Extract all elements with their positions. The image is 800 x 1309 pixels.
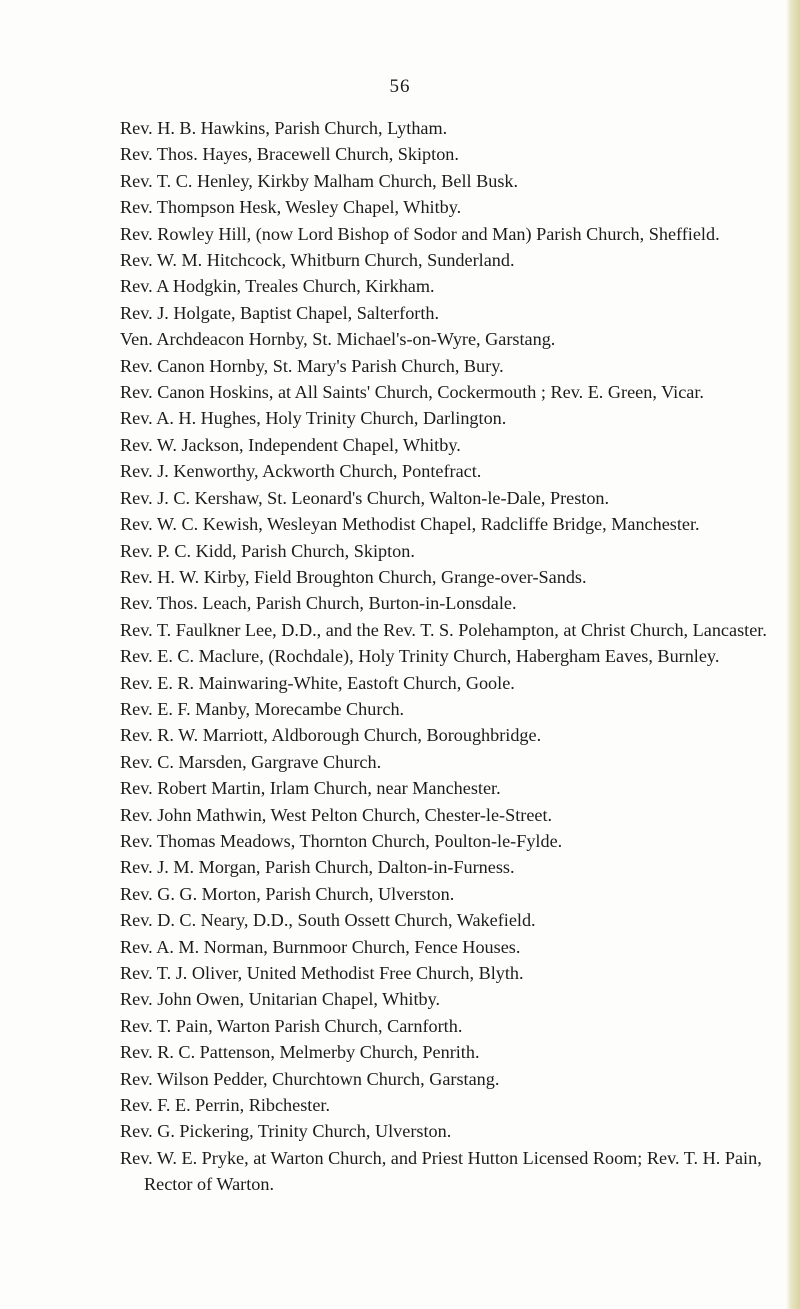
list-entry: Rev. C. Marsden, Gargrave Church. <box>120 751 382 772</box>
list-entry: Rev. T. Faulkner Lee, D.D., and the Rev. T. S. Polehampton, at Christ Church, Lancaster. <box>120 619 767 640</box>
list-entry: Rev. Thomas Meadows, Thornton Church, Poulton-le-Fylde. <box>120 830 563 851</box>
list-entry: Rev. Wilson Pedder, Churchtown Church, Garstang. <box>120 1068 500 1089</box>
list-entry: Rev. T. Pain, Warton Parish Church, Carnforth. <box>120 1015 463 1036</box>
list-entry: Rev. J. Holgate, Baptist Chapel, Salterforth. <box>120 302 440 323</box>
list-entry: Rev. F. E. Perrin, Ribchester. <box>120 1095 331 1116</box>
list-entry: Rev. Robert Martin, Irlam Church, near Manchester. <box>120 778 501 799</box>
list-entry: Rev. R. C. Pattenson, Melmerby Church, Penrith. <box>120 1042 480 1063</box>
list-entry: Rev. T. C. Henley, Kirkby Malham Church, Bell Busk. <box>120 170 519 191</box>
list-entry: Rev. A Hodgkin, Treales Church, Kirkham. <box>120 276 435 297</box>
list-entry: Rev. Canon Hoskins, at All Saints' Church, Cockermouth ; Rev. E. Green, Vicar. <box>120 382 704 403</box>
list-entry: Rev. W. C. Kewish, Wesleyan Methodist Chapel, Radcliffe Bridge, Manchester. <box>120 514 700 535</box>
list-entry: Rev. Thompson Hesk, Wesley Chapel, Whitby. <box>120 197 462 218</box>
list-entry: Rev. W. Jackson, Independent Chapel, Whitby. <box>120 434 461 455</box>
list-entry: Ven. Archdeacon Hornby, St. Michael's-on-Wyre, Garstang. <box>120 329 556 350</box>
list-entry: Rev. G. Pickering, Trinity Church, Ulverston. <box>120 1121 452 1142</box>
page-number: 56 <box>389 76 411 97</box>
list-entry: Rev. Thos. Leach, Parish Church, Burton-in-Lonsdale. <box>120 593 517 614</box>
list-entry: Rev. J. C. Kershaw, St. Leonard's Church, Walton-le-Dale, Preston. <box>120 487 610 508</box>
list-entry: Rev. H. B. Hawkins, Parish Church, Lytham. <box>120 118 448 138</box>
list-entry: Rev. John Mathwin, West Pelton Church, Chester-le-Street. <box>120 804 553 825</box>
list-entry: Rev. J. M. Morgan, Parish Church, Dalton-in-Furness. <box>120 857 515 878</box>
list-entry: Rev. D. C. Neary, D.D., South Ossett Church, Wakefield. <box>120 910 536 931</box>
list-entry: Rev. G. G. Morton, Parish Church, Ulverston. <box>120 883 455 904</box>
list-entry: Rev. T. J. Oliver, United Methodist Free Church, Blyth. <box>120 963 524 983</box>
list-entry: Rev. Rowley Hill, (now Lord Bishop of Sodor and Man) Parish Church, Sheffield. <box>120 223 720 244</box>
list-entry: Rev. H. W. Kirby, Field Broughton Church, Grange-over-Sands. <box>120 566 587 587</box>
list-entry: Rev. W. E. Pryke, at Warton Church, and Priest Hutton Licensed Room; Rev. T. H. Pain, Rector of Warton. <box>120 1147 762 1195</box>
list-entry: Rev. R. W. Marriott, Aldborough Church, Boroughbridge. <box>120 725 542 746</box>
list-entry: Rev. A. M. Norman, Burnmoor Church, Fence Houses. <box>120 936 521 957</box>
list-entry: Rev. John Owen, Unitarian Chapel, Whitby. <box>120 989 441 1010</box>
list-entry: Rev. Thos. Hayes, Bracewell Church, Skipton. <box>120 144 459 165</box>
list-entry: Rev. E. F. Manby, Morecambe Church. <box>120 698 405 719</box>
list-entry: Rev. W. M. Hitchcock, Whitburn Church, Sunderland. <box>120 250 515 271</box>
list-entry: Rev. Canon Hornby, St. Mary's Parish Church, Bury. <box>120 355 504 376</box>
clergy-list <box>0 115 800 1198</box>
list-entry: Rev. E. C. Maclure, (Rochdale), Holy Trinity Church, Habergham Eaves, Burnley. <box>120 646 720 667</box>
list-entry: Rev. A. H. Hughes, Holy Trinity Church, Darlington. <box>120 408 507 429</box>
list-entry: Rev. P. C. Kidd, Parish Church, Skipton. <box>120 540 415 561</box>
list-entry: Rev. E. R. Mainwaring-White, Eastoft Church, Goole. <box>120 672 515 693</box>
list-entry: Rev. J. Kenworthy, Ackworth Church, Pontefract. <box>120 461 482 482</box>
